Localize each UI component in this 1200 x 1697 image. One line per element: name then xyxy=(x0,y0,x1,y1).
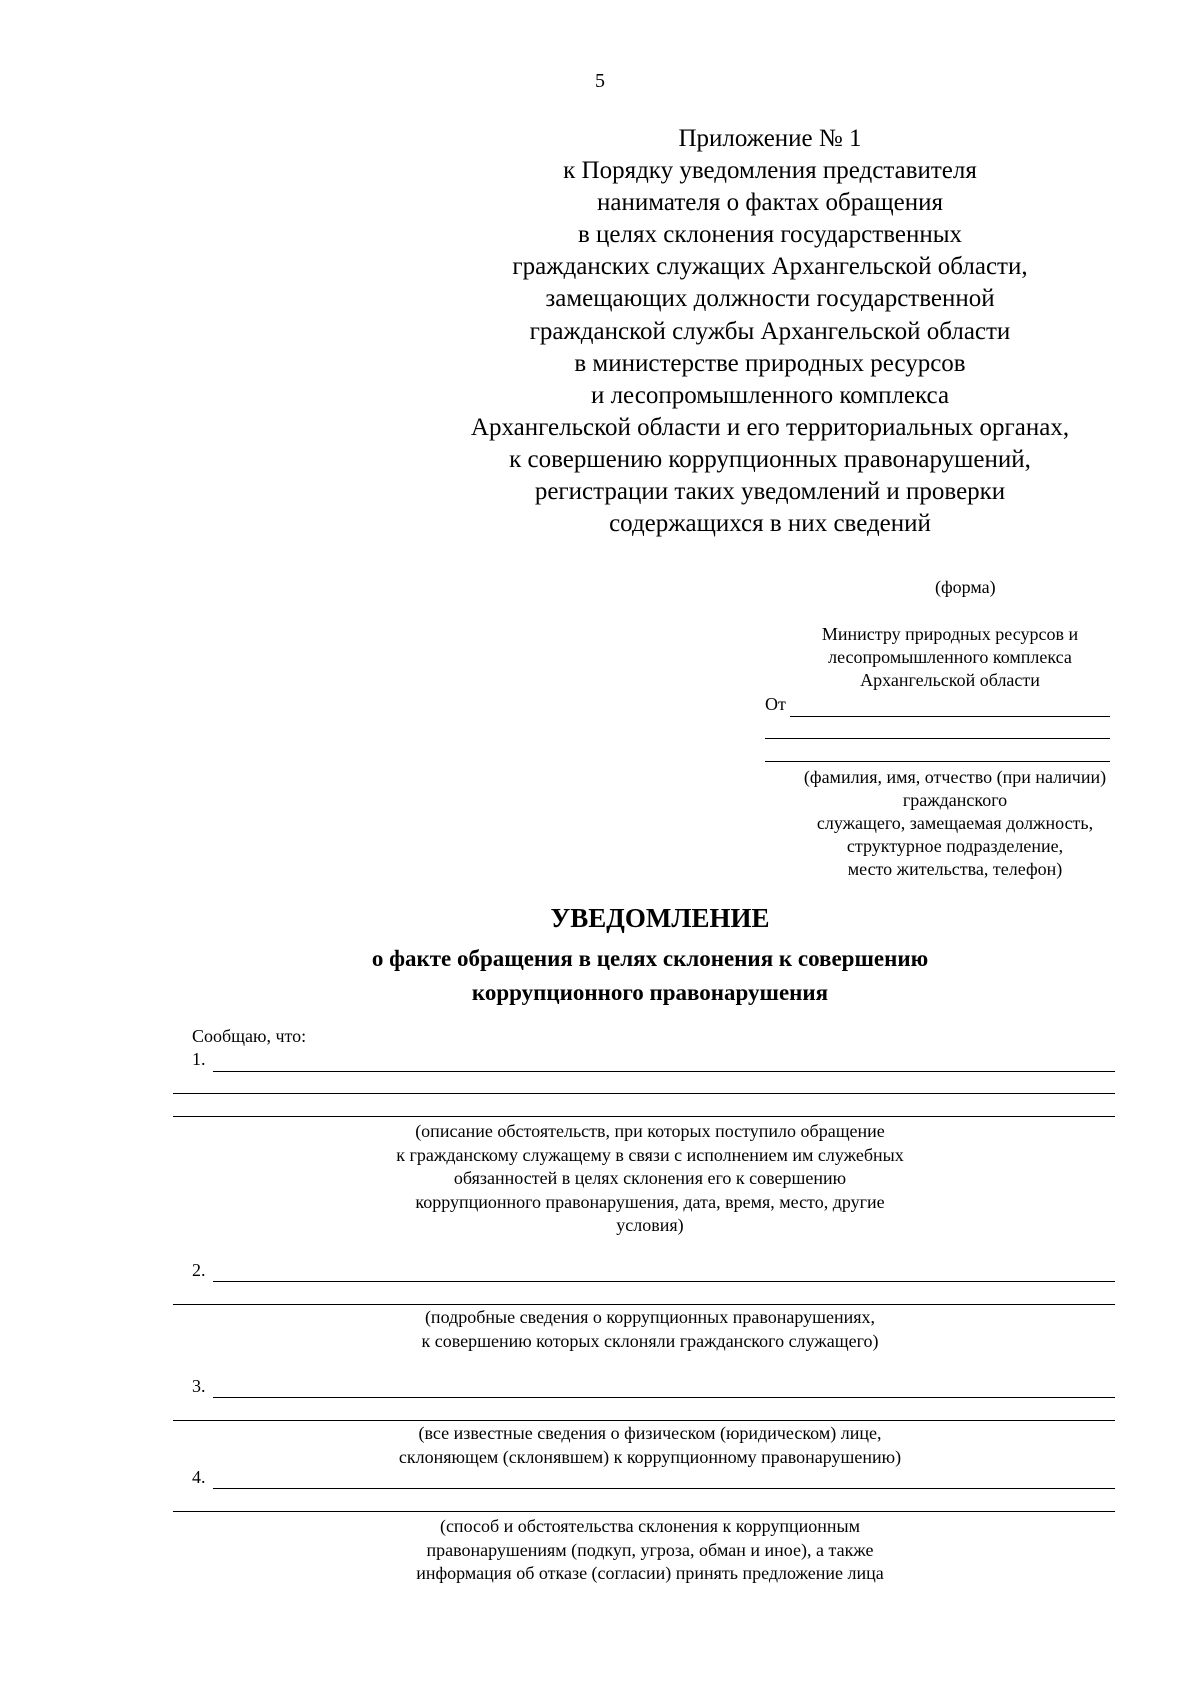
answer-line[interactable] xyxy=(213,1397,1115,1398)
recipient-block xyxy=(760,623,1140,692)
caption-line: (описание обстоятельств, при которых поступило обращение xyxy=(415,1121,885,1141)
appendix-line: регистрации таких уведомлений и проверки xyxy=(534,478,1006,506)
answer-line[interactable] xyxy=(213,1281,1115,1282)
appendix-line: содержащихся в них сведений xyxy=(609,510,931,538)
caption-line: (все известные сведения о физическом (юридическом) лице, xyxy=(418,1423,882,1443)
appendix-line: к совершению коррупционных правонарушений, xyxy=(509,445,1031,473)
appendix-line: замещающих должности государственной xyxy=(545,285,995,313)
appendix-line: Архангельской области и его территориальных органах, xyxy=(470,413,1070,441)
caption-line: (подробные сведения о коррупционных правонарушениях, xyxy=(424,1307,876,1327)
from-line[interactable] xyxy=(790,716,1110,717)
appendix-line: и лесопромышленного комплекса xyxy=(590,381,950,409)
item-caption xyxy=(300,1306,1000,1353)
caption-line: условия) xyxy=(616,1215,684,1235)
form-mark: (форма) xyxy=(935,577,996,597)
answer-line[interactable] xyxy=(173,1304,1115,1305)
recipient-line: лесопромышленного комплекса xyxy=(828,647,1072,667)
appendix-line: к Порядку уведомления представителя xyxy=(563,157,977,185)
document-subtitle xyxy=(0,942,1200,1010)
intro-text: Сообщаю, что: xyxy=(192,1026,307,1046)
recipient-line: Министру природных ресурсов и xyxy=(821,624,1079,644)
answer-line[interactable] xyxy=(213,1488,1115,1489)
page-number: 5 xyxy=(595,70,605,92)
appendix-line: в министерстве природных ресурсов xyxy=(574,349,966,377)
sender-caption-line: (фамилия, имя, отчество (при наличии) xyxy=(803,767,1107,787)
appendix-line: в целях склонения государственных xyxy=(577,221,963,249)
answer-line[interactable] xyxy=(173,1116,1115,1117)
appendix-line: гражданских служащих Архангельской области, xyxy=(512,253,1028,281)
item-caption xyxy=(300,1515,1000,1586)
appendix-header xyxy=(400,123,1140,540)
item-number: 4. xyxy=(192,1467,206,1487)
item-caption xyxy=(300,1422,1000,1469)
sender-caption xyxy=(765,766,1145,881)
item-number: 2. xyxy=(192,1260,206,1280)
caption-line: к гражданскому служащему в связи с исполнением им служебных xyxy=(396,1144,904,1165)
caption-line: (способ и обстоятельства склонения к коррупционным xyxy=(439,1516,861,1536)
sender-caption-line: гражданского xyxy=(902,790,1008,810)
document-title: УВЕДОМЛЕНИЕ xyxy=(550,903,770,933)
recipient-line: Архангельской области xyxy=(860,670,1040,690)
sender-caption-line: структурное подразделение, xyxy=(846,836,1064,856)
appendix-line: Приложение № 1 xyxy=(678,125,862,152)
subtitle-line: о факте обращения в целях склонения к совершению xyxy=(371,946,929,971)
answer-line[interactable] xyxy=(173,1093,1115,1094)
item-caption xyxy=(300,1120,1000,1238)
sender-caption-line: место жительства, телефон) xyxy=(847,859,1063,879)
caption-line: правонарушениям (подкуп, угроза, обман и иное), а также xyxy=(426,1539,874,1560)
item-number: 1. xyxy=(192,1049,206,1069)
item-number: 3. xyxy=(192,1376,206,1396)
subtitle-line: коррупционного правонарушения xyxy=(471,980,829,1005)
from-line[interactable] xyxy=(765,761,1110,762)
appendix-line: гражданской службы Архангельской области xyxy=(529,317,1011,345)
from-line[interactable] xyxy=(765,738,1110,739)
answer-line[interactable] xyxy=(173,1511,1115,1512)
answer-line[interactable] xyxy=(173,1420,1115,1421)
appendix-line: нанимателя о фактах обращения xyxy=(597,189,943,217)
caption-line: к совершению которых склоняли гражданского служащего) xyxy=(421,1330,879,1351)
from-label: От xyxy=(765,694,786,714)
caption-line: склоняющем (склонявшем) к коррупционному правонарушению) xyxy=(398,1446,902,1467)
answer-line[interactable] xyxy=(213,1071,1115,1072)
caption-line: информация об отказе (согласии) принять предложение лица xyxy=(416,1563,884,1583)
caption-line: коррупционного правонарушения, дата, время, место, другие xyxy=(415,1191,885,1212)
caption-line: обязанностей в целях склонения его к совершению xyxy=(453,1168,847,1188)
sender-caption-line: служащего, замещаемая должность, xyxy=(816,813,1094,833)
